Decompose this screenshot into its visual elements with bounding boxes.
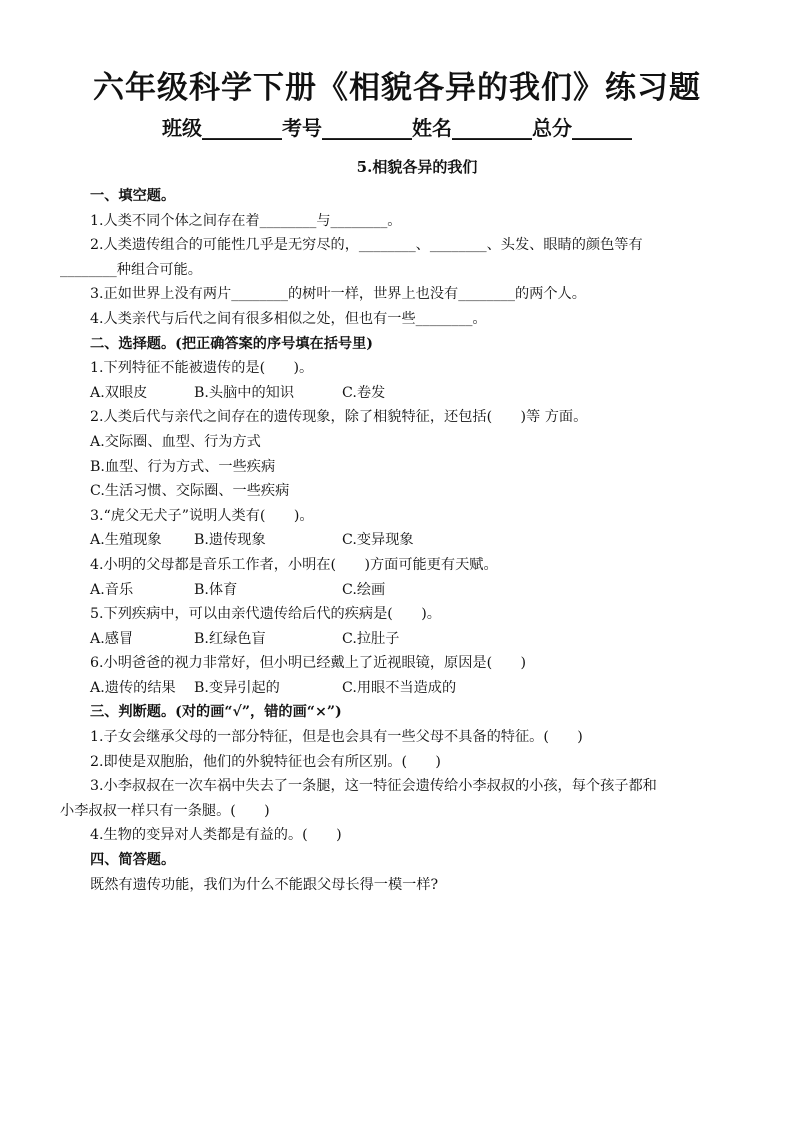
question-line: B.血型、行为方式、一些疾病 <box>90 458 276 475</box>
question-line: A.交际圈、血型、行为方式 <box>90 433 261 450</box>
answer-option: C.变异现象 <box>342 532 414 549</box>
page-title: 六年级科学下册《相貌各异的我们》练习题 <box>93 70 701 106</box>
question-line: 1.人类不同个体之间存在着________与________。 <box>90 212 402 229</box>
student-info-line: 班级________考号_________姓名________总分______ <box>162 116 632 140</box>
answer-option: A.双眼皮 <box>90 384 148 401</box>
question-line: 6.小明爸爸的视力非常好，但小明已经戴上了近视眼镜，原因是( ) <box>90 655 527 672</box>
question-line: 4.生物的变异对人类都是有益的。( ) <box>90 827 342 844</box>
answer-options <box>60 578 740 603</box>
answer-option: B.红绿色盲 <box>194 630 266 647</box>
question-line: 2.人类遗传组合的可能性几乎是无穷尽的，________、________、头发、眼睛的颜色等有 <box>90 237 643 254</box>
section-heading: 一、填空题。 <box>90 188 176 204</box>
answer-option: A.感冒 <box>90 630 134 647</box>
question-line: 1.下列特征不能被遗传的是( )。 <box>90 360 314 377</box>
answer-option: A.生殖现象 <box>90 532 162 549</box>
answer-options <box>60 627 740 652</box>
answer-option: B.体育 <box>194 581 238 598</box>
answer-option: C.拉肚子 <box>342 630 400 647</box>
answer-options <box>60 528 740 553</box>
answer-option: C.卷发 <box>342 384 386 401</box>
answer-option: C.用眼不当造成的 <box>342 679 457 696</box>
lesson-title: 5.相貌各异的我们 <box>356 158 478 176</box>
worksheet-content <box>60 184 740 897</box>
answer-option: A.遗传的结果 <box>90 679 176 696</box>
section-heading: 三、判断题。(对的画“√”，错的画“×”) <box>90 704 342 721</box>
question-line: C.生活习惯、交际圈、一些疾病 <box>90 483 290 500</box>
answer-option: B.头脑中的知识 <box>194 384 295 401</box>
section-heading: 二、选择题。(把正确答案的序号填在括号里) <box>90 335 373 352</box>
question-line: 小李叔叔一样只有一条腿。( ) <box>60 802 270 819</box>
question-line: 3.“虎父无犬子”说明人类有( )。 <box>90 507 314 524</box>
question-line: 1.子女会继承父母的一部分特征，但是也会具有一些父母不具备的特征。( ) <box>90 729 583 746</box>
question-line: 2.人类后代与亲代之间存在的遗传现象，除了相貌特征，还包括( )等 方面。 <box>90 409 588 426</box>
question-line: 3.小李叔叔在一次车祸中失去了一条腿，这一特征会遗传给小李叔叔的小孩，每个孩子都和 <box>90 778 657 795</box>
question-line: 2.即使是双胞胎，他们的外貌特征也会有所区别。( ) <box>90 753 441 770</box>
question-line: 4.小明的父母都是音乐工作者，小明在( )方面可能更有天赋。 <box>90 556 498 573</box>
answer-option: B.变异引起的 <box>194 679 280 696</box>
answer-options <box>60 676 740 701</box>
answer-option: A.音乐 <box>90 581 134 598</box>
question-line: ________种组合可能。 <box>60 261 202 278</box>
question-line: 5.下列疾病中，可以由亲代遗传给后代的疾病是( )。 <box>90 606 441 623</box>
answer-option: C.绘画 <box>342 581 386 598</box>
answer-options <box>60 381 740 406</box>
answer-option: B.遗传现象 <box>194 532 266 549</box>
section-heading: 四、简答题。 <box>90 852 176 869</box>
question-line: 既然有遗传功能，我们为什么不能跟父母长得一模一样? <box>90 876 439 893</box>
question-line: 4.人类亲代与后代之间有很多相似之处，但也有一些________。 <box>90 310 487 327</box>
question-line: 3.正如世界上没有两片________的树叶一样，世界上也没有________的两个人。 <box>90 286 586 303</box>
